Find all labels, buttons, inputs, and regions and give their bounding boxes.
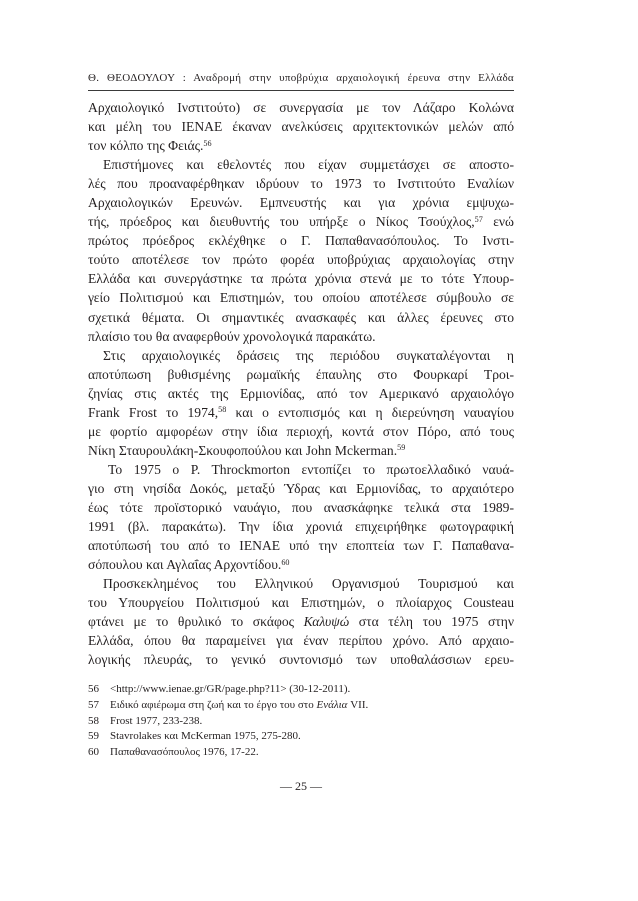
line-text: Το 1975 ο P. Throckmorton εντοπίζει το πρωτοελλαδικό ναυά- <box>108 461 514 477</box>
line-text: σχετικά θέματα. Οι σημαντικές ανασκαφές και άλλες έρευνες στο <box>88 309 514 325</box>
body-line <box>88 288 514 307</box>
footnote-ref: 59 <box>397 443 406 453</box>
footnote-number: 58 <box>88 714 99 727</box>
line-content <box>88 443 405 458</box>
paragraph <box>88 346 514 460</box>
line-content <box>88 557 290 572</box>
footnote-item <box>88 698 514 714</box>
line-text: σόπουλου και Αγλαΐας Αρχοντίδου. <box>88 557 282 573</box>
line-text: λογικής πλευράς, το γενικό συντονισμό των υποθαλάσσιων ερευ- <box>88 652 514 668</box>
footnote-ref: 56 <box>203 138 212 148</box>
footnote-number: 57 <box>88 698 99 711</box>
paragraph <box>88 155 514 345</box>
line-text: με φορτίο αμφορέων στην ίδια περιοχή, κοντά στον Πόρο, από τους <box>88 423 514 439</box>
footnote-item <box>88 729 514 745</box>
body-line <box>88 536 514 555</box>
body-line <box>88 365 514 384</box>
body-line <box>88 174 514 193</box>
body-line <box>88 98 514 117</box>
footnote-text: Παπαθανασόπουλος 1976, 17-22. <box>110 746 259 759</box>
line-text: λές που προαναφέρθηκαν ιδρύουν το 1973 το Ινστιτούτο Εναλίων <box>88 176 514 192</box>
body-line <box>88 479 514 498</box>
line-text: πλαίσιο του θα αναφερθούν χρονολογικά παρακάτω. <box>88 328 376 344</box>
body-line <box>88 555 514 574</box>
line-text: τής, πρόεδρος και διευθυντής του υπήρξε ο Νίκος Τσούχλος, <box>88 214 475 230</box>
footnote-item <box>88 682 514 698</box>
header-rule <box>88 90 514 91</box>
line-text: Επιστήμονες και εθελοντές που είχαν συμμετάσχει σε αποστο- <box>103 157 514 173</box>
line-content <box>88 138 212 153</box>
line-text: Frank Frost το 1974, <box>88 404 219 420</box>
header-title: Αναδρομή στην υποβρύχια αρχαιολογική έρευνα στην Ελλάδα <box>193 72 514 84</box>
footnote-text-tail: VII. <box>347 698 369 711</box>
body-line <box>88 212 514 231</box>
running-header <box>88 71 514 85</box>
paragraph <box>88 460 514 574</box>
body-line <box>88 593 514 612</box>
body-line <box>88 308 514 327</box>
header-separator: : <box>182 72 187 84</box>
footnote-text: Frost 1977, 233-238. <box>110 714 203 727</box>
body-line <box>88 250 514 269</box>
body-line <box>88 612 514 631</box>
body-text <box>88 98 514 669</box>
line-text: Νίκη Σταυρουλάκη-Σκουφοπούλου και John Mckerman. <box>88 442 398 458</box>
footnote-number: 59 <box>88 730 99 743</box>
header-author: Θ. ΘΕΟΔΟΥΛΟΥ <box>88 72 175 84</box>
body-line <box>88 346 514 365</box>
footnotes <box>88 682 514 761</box>
line-text: τούτο αποτέλεσε τον πρώτο φορέα υποβρύχιας αρχαιολογίας στην <box>88 252 514 268</box>
line-text: Ελλάδα, όπου θα παραμείνει για έναν περίπου χρόνο. Από αρχαιο- <box>88 633 514 649</box>
body-line <box>88 498 514 517</box>
body-line <box>88 155 514 174</box>
paragraph <box>88 98 514 155</box>
line-text-tail: και ο εντοπισμός και η διερεύνηση ναυαγίου <box>226 404 514 420</box>
line-text: ζηνίας στις ακτές της Ερμιονίδας, από τον Αμερικανό αρχαιολόγο <box>88 385 514 401</box>
line-text: του Υπουργείου Πολιτισμού και Επιστημών, ο πλοίαρχος Cousteau <box>88 595 514 611</box>
line-text: και μέλη του ΙΕΝΑΕ έκαναν ανελκύσεις αρχιτεκτονικών μελών από <box>88 119 514 135</box>
footnote-text: Stavrolakes και McKerman 1975, 275-280. <box>110 730 301 743</box>
line-text: γιο στη νησίδα Δοκός, μεταξύ Ύδρας και Ερμιονίδας, το αρχαιότερο <box>88 480 514 496</box>
line-text: 1991 (βλ. παρακάτω). Την ίδια χρονιά επιχειρήθηκε φωτογραφική <box>88 519 514 535</box>
line-content <box>88 214 514 229</box>
line-text: Προσκεκλημένος του Ελληνικού Οργανισμού Τουρισμού και <box>103 576 514 592</box>
running-header-text <box>88 72 514 84</box>
footnote-item <box>88 714 514 730</box>
footnote-content <box>110 698 368 714</box>
footnote-ref: 57 <box>474 214 483 224</box>
body-line <box>88 193 514 212</box>
body-line <box>88 441 514 460</box>
line-content <box>88 614 514 629</box>
line-text: έως τότε προϊστορικό ναυάγιο, που ανασκάφηκε τελικά στα 1989- <box>88 499 514 515</box>
line-text-tail: στα τέλη του 1975 στην <box>349 614 514 630</box>
paragraph <box>88 574 514 669</box>
body-line <box>88 384 514 403</box>
body-line <box>88 136 514 155</box>
body-line <box>88 631 514 650</box>
line-content <box>88 405 514 420</box>
body-line <box>88 460 514 479</box>
body-line <box>88 517 514 536</box>
line-text: αποτύπωσή του από το ΙΕΝΑΕ υπό την εποπτεία των Γ. Παπαθανα- <box>88 538 514 554</box>
footnote-ref: 60 <box>281 557 290 567</box>
body-line <box>88 574 514 593</box>
line-text: πρώτος πρόεδρος εκλέχθηκε ο Γ. Παπαθανασόπουλος. Το Ινστι- <box>88 233 514 249</box>
page-number: — 25 — <box>280 779 322 793</box>
body-line <box>88 327 514 346</box>
body-line <box>88 403 514 422</box>
line-text-tail: ενώ <box>482 214 515 230</box>
body-line <box>88 117 514 136</box>
footnote-text: <http://www.ienae.gr/GR/page.php?11> (30-12-2011). <box>110 683 351 695</box>
line-text: γείο Πολιτισμού και Επιστημών, του οποίου αποτέλεσε σύμβουλο σε <box>88 290 514 306</box>
footnote-text: Ειδικό αφιέρωμα στη ζωή και το έργο του στο <box>110 698 317 711</box>
body-line <box>88 269 514 288</box>
line-text: Αρχαιολογικών Ερευνών. Εμπνευστής και για χρόνια εμψυχω- <box>88 195 514 211</box>
line-text: αποτύπωση βυθισμένης ρωμαϊκής έπαυλης στο Φουρκαρί Τροι- <box>88 366 514 382</box>
footnote-ref: 58 <box>218 405 227 415</box>
line-text: Στις αρχαιολογικές δράσεις της περιόδου συγκαταλέγονται η <box>103 347 514 363</box>
body-line <box>88 422 514 441</box>
line-text: τον κόλπο της Φειάς. <box>88 138 204 154</box>
italic-ship-name: Καλυψώ <box>303 614 350 630</box>
line-text: φτάνει με το θρυλικό το σκάφος <box>88 614 304 630</box>
line-text: Αρχαιολογικό Ινστιτούτο) σε συνεργασία με τον Λάζαρο Κολώνα <box>88 100 514 115</box>
line-text: Ελλάδα και συνεργάστηκε τα πρώτα χρόνια στενά με το τότε Υπουρ- <box>88 271 514 287</box>
footnote-item <box>88 745 514 761</box>
footnote-number: 56 <box>88 683 99 695</box>
body-line <box>88 231 514 250</box>
body-line <box>88 650 514 669</box>
footnote-number: 60 <box>88 746 99 759</box>
footnote-italic-title: Ενάλια <box>316 698 348 711</box>
